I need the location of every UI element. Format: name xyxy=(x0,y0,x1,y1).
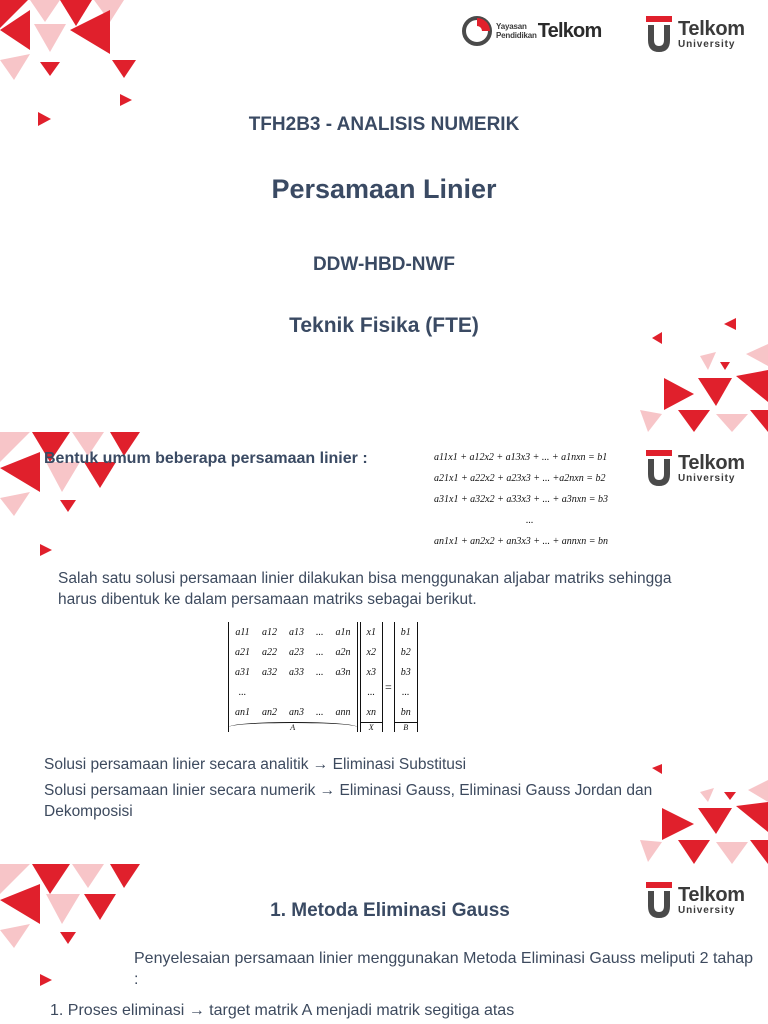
decor-triangles-bottom-right xyxy=(640,762,768,864)
equals-sign: = xyxy=(384,680,392,694)
pendidikan-label: Pendidikan xyxy=(496,31,537,40)
vector-cell: ... xyxy=(401,686,410,698)
vector-cell: b3 xyxy=(400,666,411,678)
vector-cell: b1 xyxy=(400,626,411,638)
university-wordmark: University xyxy=(678,38,736,50)
matrix-cell: a1n xyxy=(335,626,351,638)
telkom-university-logo xyxy=(646,450,745,486)
course-code-title: TFH2B3 - ANALISIS NUMERIK xyxy=(248,114,520,135)
equation-row: an1x1 + an2x2 + an3x3 + ... + annxn = bn xyxy=(434,536,608,547)
telkom-university-logo xyxy=(646,16,745,52)
matrix-cell: ... xyxy=(316,706,324,718)
decor-bullet-triangle xyxy=(40,544,52,556)
gauss-step-1: 1. Proses eliminasi → target matrik A menjadi matrik segitiga atas xyxy=(50,1002,515,1019)
vector-cell: x2 xyxy=(366,646,376,658)
numeric-solution-line: Solusi persamaan linier secara numerik → Eliminasi Gauss, Eliminasi Gauss Jordan dan Dekomposisi xyxy=(44,782,653,820)
gauss-heading: 1. Metoda Eliminasi Gauss xyxy=(270,900,510,921)
matrix-cell: ... xyxy=(316,646,324,658)
vector-cell: ... xyxy=(367,686,375,698)
slide-main-title: Persamaan Linier xyxy=(271,174,497,204)
matrix-cell: a31 xyxy=(235,666,250,678)
general-form-heading: Bentuk umum beberapa persamaan linier : xyxy=(44,450,368,467)
decor-bullet-triangle xyxy=(40,974,52,986)
decor-triangles-top-left xyxy=(0,432,140,532)
matrix-cell: a11 xyxy=(235,626,250,638)
yayasan-brand-label: Telkom xyxy=(537,19,602,42)
matrix-cell: ... xyxy=(238,686,247,698)
vector-cell: x1 xyxy=(366,626,376,638)
matrix-cell: a2n xyxy=(335,646,351,658)
vector-cell: bn xyxy=(400,706,411,718)
matrix-cell: ... xyxy=(316,626,324,638)
vector-cell: xn xyxy=(366,706,376,718)
university-wordmark: University xyxy=(678,472,736,484)
matrix-cell: a12 xyxy=(262,626,277,638)
matrix-cell: a32 xyxy=(262,666,277,678)
equations-block xyxy=(434,452,634,557)
matrix-A xyxy=(228,622,358,732)
matrix-cell: ann xyxy=(335,706,351,718)
label-A: A xyxy=(229,722,357,732)
matrix-cell: an1 xyxy=(235,706,250,718)
telkom-university-icon xyxy=(646,16,672,52)
vector-B xyxy=(394,622,418,732)
gauss-intro-paragraph: Penyelesaian persamaan linier menggunakan Metoda Eliminasi Gauss meliputi 2 tahap : xyxy=(134,950,754,988)
equation-row: a31x1 + a32x2 + a33x3 + ... + a3nxn = b3 xyxy=(434,494,608,505)
university-wordmark: University xyxy=(678,904,736,916)
matrix-equation xyxy=(228,622,418,732)
matrix-cell: an2 xyxy=(262,706,277,718)
slide-persamaan-matriks xyxy=(0,432,768,864)
matrix-intro-paragraph: Salah satu solusi persamaan linier dilakukan bisa menggunakan aljabar matriks sehingga harus dibentuk ke dalam persamaan matriks sebagai berikut. xyxy=(58,570,672,608)
label-B: B xyxy=(395,722,417,732)
slide-metoda-eliminasi-gauss xyxy=(0,864,768,1024)
telkom-wordmark: Telkom xyxy=(678,17,745,40)
equation-row: a11x1 + a12x2 + a13x3 + ... + a1nxn = b1 xyxy=(434,452,608,463)
vector-X xyxy=(360,622,383,732)
matrix-cell: a33 xyxy=(289,666,304,678)
yayasan-pendidikan-telkom-logo xyxy=(462,16,601,46)
authors-label: DDW-HBD-NWF xyxy=(312,254,456,275)
telkom-wordmark: Telkom xyxy=(678,451,745,474)
label-X: X xyxy=(361,722,382,732)
matrix-cell: a23 xyxy=(289,646,304,658)
yayasan-label: Yayasan xyxy=(496,22,527,31)
matrix-cell: ... xyxy=(316,666,324,678)
matrix-cell: an3 xyxy=(289,706,304,718)
decor-triangles-bottom-right xyxy=(640,314,768,432)
telkom-university-icon xyxy=(646,450,672,486)
matrix-cell: a22 xyxy=(262,646,277,658)
slide-title xyxy=(0,0,768,432)
matrix-cell: a21 xyxy=(235,646,250,658)
matrix-cell: a3n xyxy=(335,666,351,678)
equation-row: a21x1 + a22x2 + a23x3 + ... +a2nxn = b2 xyxy=(434,473,606,484)
matrix-cell: a13 xyxy=(289,626,304,638)
analytic-solution-line: Solusi persamaan linier secara analitik → Eliminasi Substitusi xyxy=(44,756,467,773)
vector-cell: b2 xyxy=(400,646,411,658)
department-label: Teknik Fisika (FTE) xyxy=(289,314,479,337)
yayasan-logo-icon xyxy=(462,16,492,46)
equation-row: ... xyxy=(526,515,534,526)
vector-cell: x3 xyxy=(366,666,376,678)
telkom-wordmark: Telkom xyxy=(678,883,745,906)
